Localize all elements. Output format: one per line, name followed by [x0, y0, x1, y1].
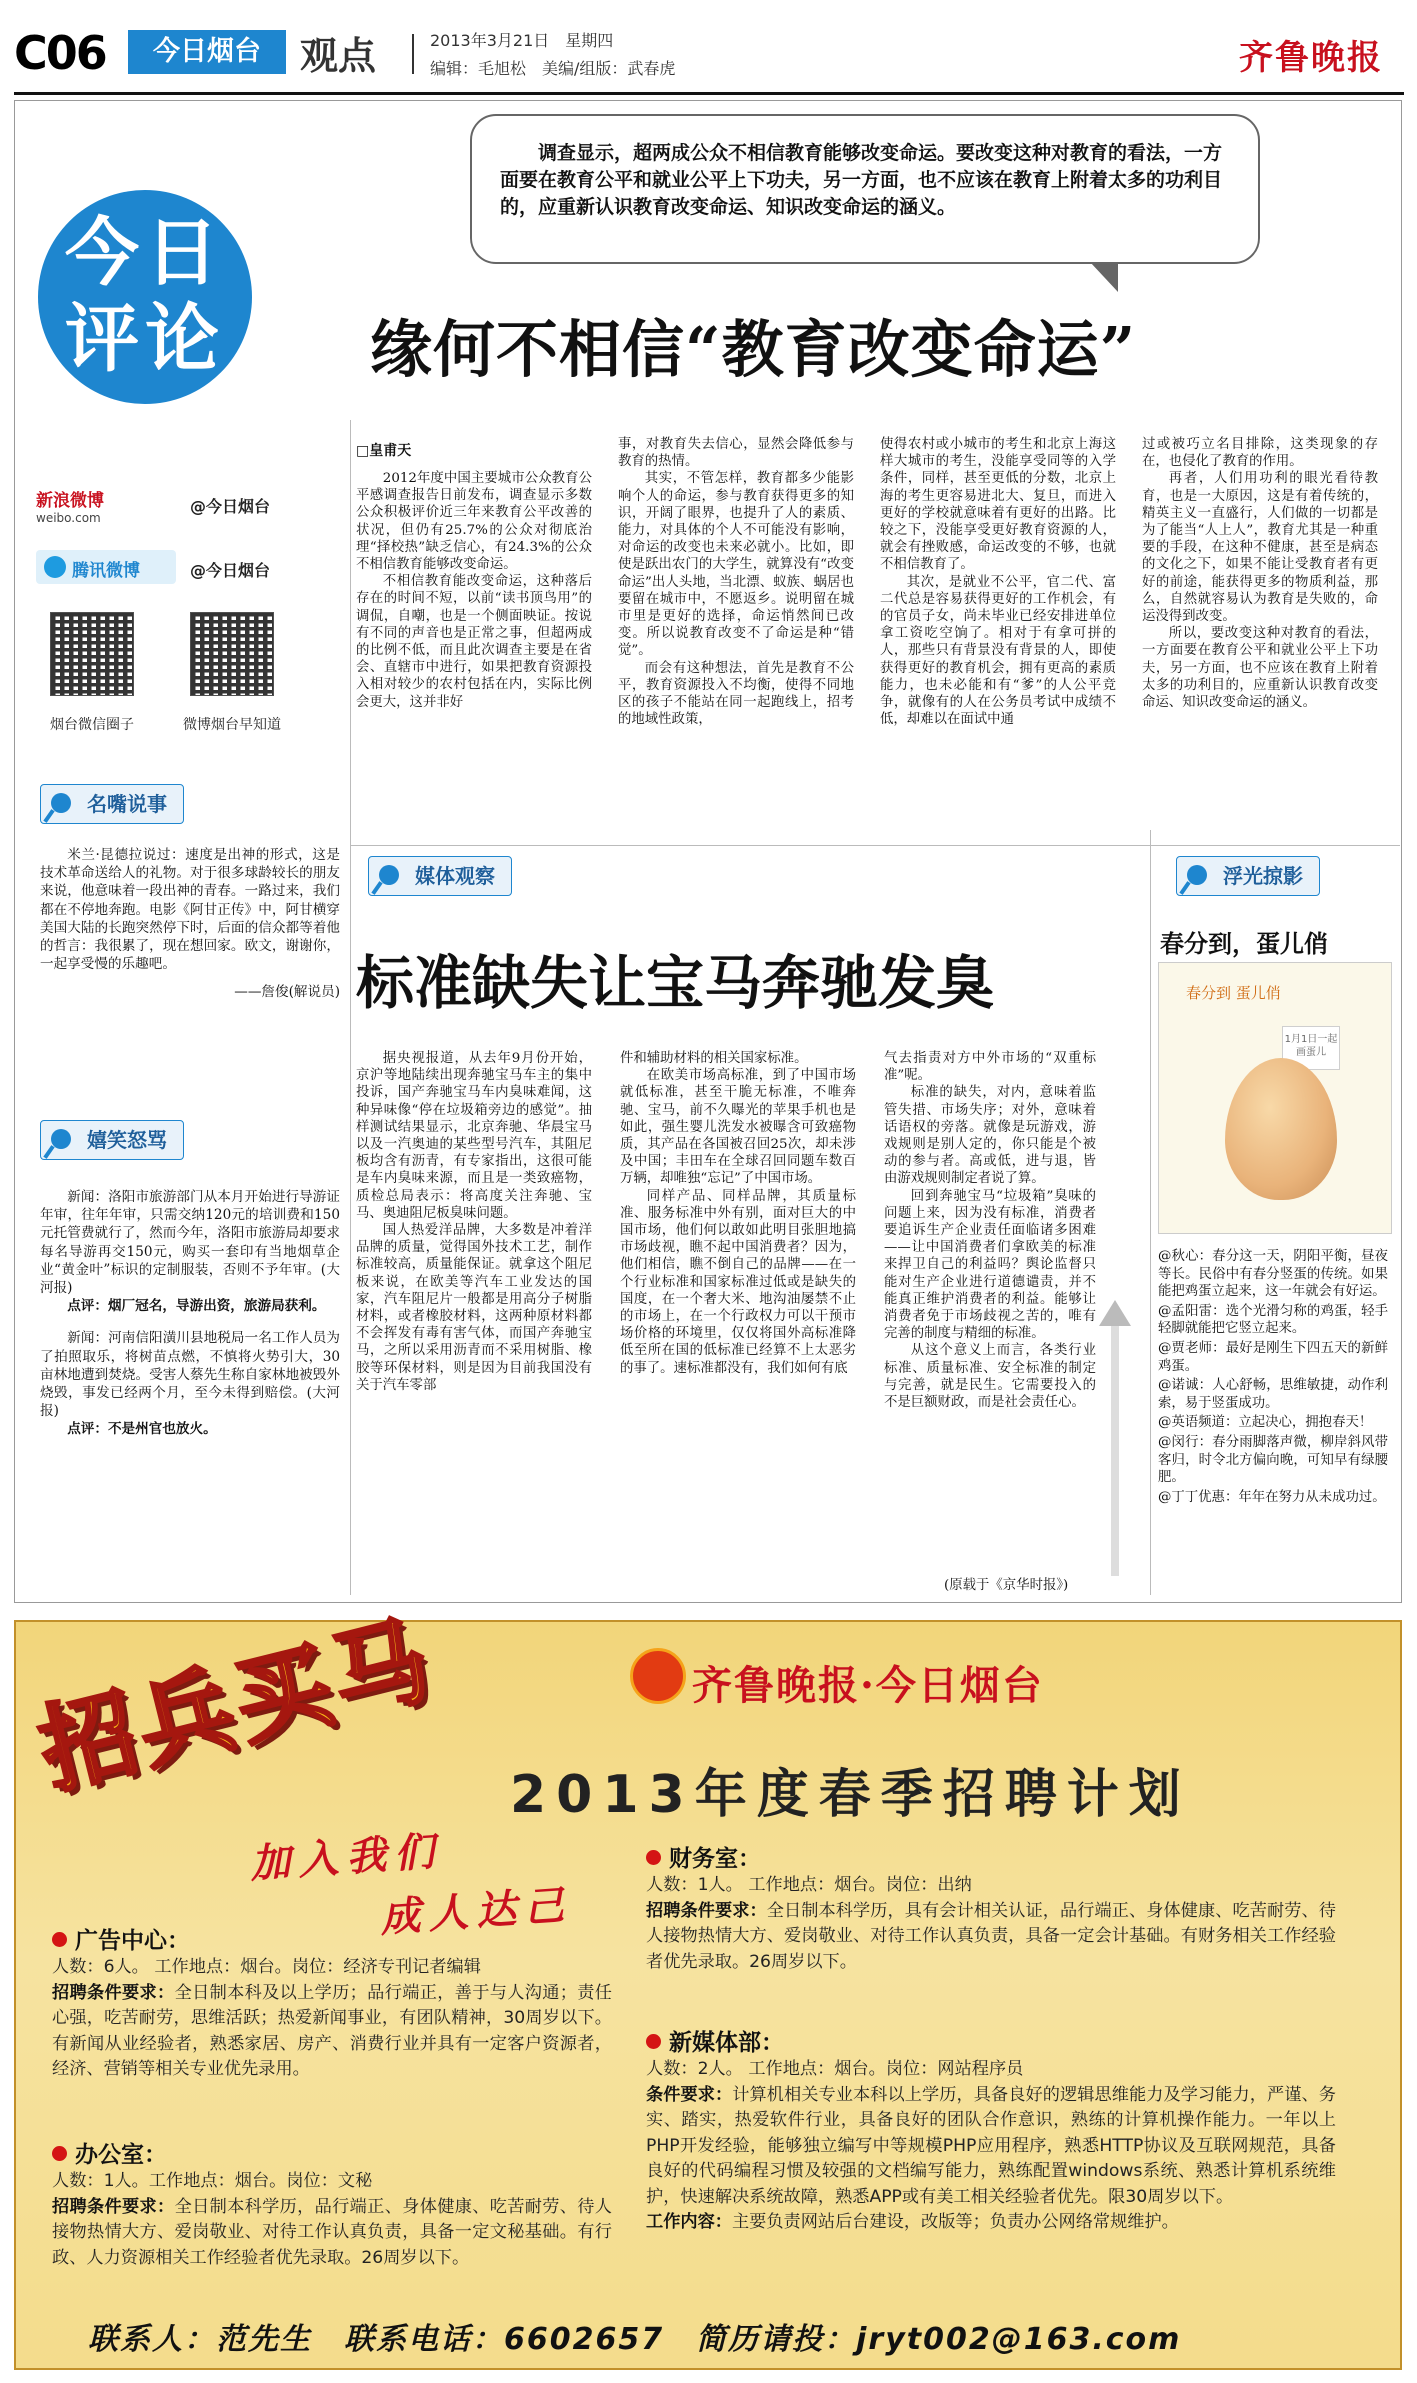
job-requirements — [52, 2195, 612, 2272]
newspaper-logo: 齐鲁晚报 — [1239, 38, 1383, 78]
paragraph: 从这个意义上而言，各类行业标准、质量标准、安全标准的制定与完善，就是民生。它需要投入的不是巨额财政，而是社会责任心。 — [884, 1343, 1096, 1411]
job-requirements — [646, 2083, 1336, 2211]
qr-code-wechat[interactable] — [50, 612, 134, 696]
qr-code-weibo[interactable] — [190, 612, 274, 696]
comment: @丁丁优惠：年年在努力从未成功过。 — [1158, 1489, 1386, 1505]
ad-join-line-2: 成人达己 — [378, 1881, 574, 1942]
req-text: 全日制本科及以上学历；品行端正，善于与人沟通；责任心强，吃苦耐劳，思维活跃；热爱新闻事业，有团队精神，30周岁以下。有新闻从业经验者，熟悉家居、房产、消费行业并具有一定客户资源者，经济、营销等相关专业优先录用。 — [52, 1982, 612, 2079]
req-label: 招聘条件要求： — [52, 2196, 175, 2217]
satire-tag-label: 嬉笑怒骂 — [87, 1128, 167, 1152]
qr-caption-wechat: 烟台微信圈子 — [50, 717, 134, 733]
second-headline: 标准缺失让宝马奔驰发臭 — [356, 949, 995, 1017]
quotes-signature: ——詹俊(解说员) — [234, 984, 340, 1001]
paragraph: 所以，要改变这种对教育的看法，一方面要在教育公平和就业公平上下功夫，另一方面，也不应该在教育上附着太多的功利目的，应重新认识教育改变命运、知识改变命运的涵义。 — [1142, 626, 1378, 711]
weibo-logo[interactable] — [36, 486, 156, 525]
req-label: 招聘条件要求： — [646, 1900, 767, 1921]
photo-label: 春分到 蛋儿俏 — [1186, 984, 1281, 1002]
comment: @秋心：春分这一天，阴阳平衡，昼夜等长。民俗中有春分竖蛋的传统。如果能把鸡蛋立起来，这一年就会有好运。 — [1158, 1249, 1388, 1300]
comment-2: 点评：不是州官也放火。 — [67, 1421, 217, 1438]
quotes-section — [40, 846, 340, 1012]
main-column-1 — [356, 470, 592, 838]
paragraph: 国人热爱洋品牌，大多数是冲着洋品牌的质量，觉得国外技术工艺，制作标准较高，质量能保证。就拿这个阻尼板来说，在欧美等汽车工业发达的国家，汽车阻尼片一般都是用高分子树脂材料，或者橡胶材料，这两种原材料都不会挥发有毒有害气体，而国产奔驰宝马，之所以采用沥青而不采用树脂、橡胶等环保材料，则是因为目前我国没有关于汽车零部 — [356, 1223, 592, 1393]
req-label: 条件要求： — [646, 2084, 733, 2105]
ad-join-line-1: 加入我们 — [248, 1827, 444, 1888]
callout-tail — [1090, 262, 1118, 292]
photo-note: 1月1日一起画蛋儿 — [1282, 1026, 1340, 1070]
quotes-tag-label: 名嘴说事 — [87, 792, 167, 816]
logo-line-1: 今日 — [65, 210, 225, 296]
duties-label: 工作内容： — [646, 2212, 732, 2232]
media-watch-tag — [368, 856, 512, 896]
qr-caption-weibo: 微博烟台早知道 — [183, 717, 281, 733]
comment-1: 点评：烟厂冠名，导游出资，旅游局获利。 — [67, 1298, 326, 1315]
photo-tag — [1176, 856, 1320, 896]
job-finance — [646, 1840, 1336, 1975]
paragraph: 回到奔驰宝马“垃圾箱”臭味的问题上来，因为没有标准，消费者要追诉生产企业责任面临诸多困难——让中国消费者们拿欧美的标准来捍卫自己的利益吗？舆论监督只能对生产企业进行道德谴责，并不能真正维护消费者的利益。能够让消费者免于市场歧视之苦的，唯有完善的制度与精细的标准。 — [884, 1188, 1096, 1342]
article-source: (原载于《京华时报》) — [944, 1578, 1069, 1593]
weibo-url: weibo.com — [36, 511, 101, 525]
microphone-icon — [51, 1129, 71, 1149]
req-text: 全日制本科学历，品行端正、身体健康、吃苦耐劳、待人接物热情大方、爱岗敬业、对待工作认真负责，具备一定文秘基础。有行政、人力资源相关工作经验者优先录取。26周岁以下。 — [52, 2196, 612, 2268]
ad-slogan: 招兵买马 — [28, 1602, 445, 1809]
section-name: 观点 — [300, 34, 377, 78]
paragraph: 其次，是就业不公平，官二代、富二代总是容易获得更好的工作机会，有的官员子女，尚未毕业已经安排进单位拿工资吃空饷了。相对于有拿可拼的人，那些只有背景没有背景的人，即使获得更好的教育机会，拥有更高的素质能力，也未必能和有“爹”的人公平竞争，就像有的人在公务员考试中成绩不低，却难以在面试中通 — [880, 574, 1116, 728]
quotes-text: 米兰·昆德拉说过：速度是出神的形式，这是技术革命送给人的礼物。对于很多球龄较长的朋友来说，他意味着一段出神的青春。一路过来，我们都在不停地奔跑。电影《阿甘正传》中，阿甘横穿美国大陆的长跑突然停下时，后面的信众都等着他的哲言：我很累了，现在想回家。欧文，谢谢你，一起享受慢的乐趣吧。 — [40, 847, 340, 973]
paragraph: 事，对教育失去信心，显然会降低参与教育的热情。 — [618, 437, 854, 470]
main-column-3 — [880, 436, 1116, 838]
photo-divider — [1150, 830, 1151, 1595]
job-requirements — [646, 1899, 1336, 1976]
logo-line-2: 评论 — [65, 296, 225, 382]
issue-date: 2013年3月21日 星期四 — [430, 31, 614, 50]
tencent-logo-text: 腾讯微博 — [72, 561, 140, 581]
main-column-4 — [1142, 436, 1378, 838]
photo-comments — [1158, 1248, 1388, 1508]
weibo-logo-text: 新浪微博 — [36, 491, 104, 511]
header-rule — [14, 92, 1404, 95]
section-divider — [350, 845, 1400, 846]
paragraph: 气去指责对方中外市场的“双重标准”呢。 — [884, 1051, 1096, 1084]
arrow-shaft — [1111, 1326, 1119, 1576]
job-office — [52, 2136, 612, 2271]
paragraph: 标准的缺失，对内，意味着监管失措、市场失序；对外，意味着话语权的旁落。就像是玩游戏，游戏规则是别人定的，你只能是个被动的参与者。高或低，进与退，皆由游戏规则制定者说了算。 — [884, 1085, 1096, 1187]
job-info: 人数：6人。 工作地点：烟台。岗位：经济专刊记者编辑 — [52, 1957, 481, 1977]
ad-brand: 齐鲁晚报·今日烟台 — [692, 1662, 1044, 1709]
tencent-icon — [44, 556, 66, 578]
satire-section — [40, 1188, 340, 1449]
second-column-2 — [620, 1050, 856, 1590]
today-comment-logo — [38, 190, 252, 404]
paragraph: 据央视报道，从去年9月份开始，京沪等地陆续出现奔驰宝马车主的集中投诉，国产奔驰宝马车内臭味难闻，这种异味像“停在垃圾箱旁边的感觉”。抽样测试结果显示，北京奔驰、华晨宝马以及一汽奥迪的某些型号汽车，其阻尼板均含有沥青，有专家指出，这很可能是车内臭味来源，而且是一类致癌物，质检总局表示：将高度关注奔驰、宝马、奥迪阻尼板臭味问题。 — [356, 1051, 592, 1221]
tencent-logo[interactable] — [36, 550, 176, 584]
paragraph: 同样产品、同样品牌，其质量标准、服务标准中外有别，面对巨大的中国市场，他们何以敢如此明目张胆地搞市场歧视，瞧不起中国消费者？因为，他们相信，瞧不倒自己的品牌——在一个行业标准和国家标准过低或是缺失的国度，在一个奢大米、地沟油屡禁不止的市场上，在一个行政权力可以干预市场价格的环境里，仅仅将国外高标准降低至所在国的低标准已经算不上太恶劣的事了。速标准都没有，我们如何有底 — [620, 1188, 856, 1376]
ad-plan-title: 2013年度春季招聘计划 — [510, 1765, 1191, 1825]
job-info: 人数：2人。 工作地点：烟台。岗位：网站程序员 — [646, 2059, 1024, 2079]
paragraph: 使得农村或小城市的考生和北京上海这样大城市的考生，没能享受同等的入学条件，同样，甚至更低的分数，北京上海的考生更容易进北大、复旦，而进入更好的学校就意味着有更好的出路。比较之下，没能享受更好教育资源的人，就会有挫败感，命运改变的不够，也就不相信教育了。 — [880, 437, 1116, 573]
paragraph: 过或被巧立名目排除，这类现象的存在，也侵化了教育的作用。 — [1142, 437, 1378, 470]
comment: @孟阳雷：选个光滑匀称的鸡蛋，轻手轻脚就能把它竖立起来。 — [1158, 1303, 1388, 1337]
arrow-up-icon — [1099, 1300, 1131, 1326]
second-column-1 — [356, 1050, 592, 1590]
byline: □皇甫天 — [356, 443, 412, 459]
photo-title: 春分到，蛋儿俏 — [1160, 929, 1328, 958]
media-watch-label: 媒体观察 — [415, 864, 495, 888]
second-column-3 — [884, 1050, 1096, 1570]
weibo-handle[interactable]: @今日烟台 — [190, 497, 271, 516]
req-text: 计算机相关专业本科以上学历，具备良好的逻辑思维能力及学习能力，严谨、务实、踏实，热爱软件行业，具备良好的团队合作意识，熟练的计算机操作能力。一年以上PHP开发经验，能够独立编写中等规模PHP应用程序，熟悉HTTP协议及互联网规范，具备良好的代码编程习惯及较强的文档编写能力，熟练配置windows系统、熟悉计算机系统维护，快速解决系统故障，熟悉APP或有美工相关经验者优先。限30周岁以下。 — [646, 2084, 1336, 2207]
news-2: 新闻：河南信阳潢川县地税局一名工作人员为了拍照取乐，将树苗点燃，不慎将火势引大，30亩林地遭到焚烧。受害人蔡先生称自家林地被毁外烧毁，事发已经两个月，至今未得到赔偿。(大河报) — [40, 1330, 340, 1420]
quotes-tag — [40, 784, 184, 824]
lead-summary: 调查显示，超两成公众不相信教育能够改变命运。要改变这种对教育的看法，一方面要在教育公平和就业公平上下功夫，另一方面，也不应该在教育上附着太多的功利目的，应重新认识教育改变命运、知识改变命运的涵义。 — [500, 142, 1223, 218]
tencent-handle[interactable]: @今日烟台 — [190, 561, 271, 580]
paragraph: 2012年度中国主要城市公众教育公平感调查报告日前发布，调查显示多数公众积极评价近三年来教育公平改善的状况，但仍有25.7%的公众对彻底治理“择校热”缺乏信心，有24.3%的公众不相信教育能够改变命运。 — [356, 471, 592, 573]
main-column-2 — [618, 436, 854, 838]
comment: @英语频道：立起决心，拥抱春天！ — [1158, 1415, 1373, 1431]
microphone-icon — [379, 865, 399, 885]
job-requirements — [52, 1981, 612, 2083]
paragraph: 其实，不管怎样，教育都多少能影响个人的命运，参与教育获得更多的知识，开阔了眼界，也提升了人的素质、能力，对具体的个人不可能没有影响，对命运的改变也未来必就小。比如，即使是跃出农门的大学生，就算没有“改变命运”出人头地，当北漂、蚁族、蜗居也要留在城市中，不愿返乡。说明留在城市里是更好的选择，命运悄然间已改变。所以说教育改变不了命运是种“错觉”。 — [618, 471, 854, 659]
req-label: 招聘条件要求： — [52, 1982, 175, 2003]
sidebar-divider — [350, 420, 351, 1595]
brand-logo-icon — [630, 1648, 686, 1704]
photo-tag-label: 浮光掠影 — [1223, 864, 1303, 888]
job-info: 人数：1人。 工作地点：烟台。岗位：出纳 — [646, 1875, 972, 1895]
dept-name: 广告中心： — [52, 1922, 612, 1955]
paragraph: 件和辅助材料的相关国家标准。 — [620, 1051, 808, 1066]
dept-name: 新媒体部： — [646, 2024, 1336, 2057]
header-divider — [412, 34, 414, 74]
dept-name: 办公室： — [52, 2136, 612, 2169]
satire-tag — [40, 1120, 184, 1160]
page-number: C06 — [14, 26, 106, 80]
paragraph: 在欧美市场高标准，到了中国市场就低标准，甚至干脆无标准，不唯奔驰、宝马，前不久曝光的苹果手机也是如此，强生婴儿洗发水被曝含可致癌物质，其产品在各国被召回25次，却未涉及中国；丰田车在全球召回同题车数百万辆，却唯独“忘记”了中国市场。 — [620, 1068, 856, 1187]
section-badge: 今日烟台 — [128, 30, 286, 74]
ad-contact[interactable]: 联系人：范先生 联系电话：6602657 简历请投：jryt002@163.com — [88, 2322, 1182, 2357]
job-duties — [646, 2210, 1336, 2236]
job-info: 人数：1人。工作地点：烟台。岗位：文秘 — [52, 2171, 373, 2191]
job-new-media — [646, 2024, 1336, 2236]
microphone-icon — [1187, 865, 1207, 885]
paragraph: 而会有这种想法，首先是教育不公平，教育资源投入不均衡，使得不同地区的孩子不能站在同一起跑线上，招考的地域性政策， — [618, 660, 854, 728]
job-advertising — [52, 1922, 612, 2083]
main-headline: 缘何不相信“教育改变命运” — [370, 313, 1137, 386]
paragraph: 不相信教育能改变命运，这种落后存在的时间不短，以前“读书顶鸟用”的调侃，自嘲，也是一个侧面映证。按说有不同的声音也是正常之事，但超两成的比例不低，而且此次调查主要是在省会、直辖市中进行，如果把教育资源投入相对较少的农村包括在内，实际比例会更大，这并非好 — [356, 574, 592, 710]
microphone-icon — [51, 793, 71, 813]
duties-text: 主要负责网站后台建设，改版等；负责办公网络常规维护。 — [731, 2212, 1179, 2232]
req-text: 全日制本科学历，具有会计相关认证，品行端正、身体健康、吃苦耐劳、待人接物热情大方、爱岗敬业、对待工作认真负责，具备一定会计基础。有财务相关工作经验者优先录取。26周岁以下。 — [646, 1900, 1336, 1972]
news-1: 新闻：洛阳市旅游部门从本月开始进行导游证年审，往年年审，只需交纳120元的培训费和150元托管费就行了，然而今年，洛阳市旅游局却要求每名导游再交150元，购买一套印有当地烟草企业“黄金叶”标识的定制服装，否则不予年审。(大河报) — [40, 1189, 340, 1297]
paragraph: 再者，人们用功利的眼光看待教育，也是一大原因，这是有着传统的，精英主义一直盛行，人们做的一切都是为了能当“人上人”，教育尤其是一种重要的手段，在这种不健康，甚至是病态的文化之下，如果不能让受教育者有更好的前途，能获得更多的物质利益，那么，自然就容易认为教育是失败的，命运没得到改变。 — [1142, 471, 1378, 625]
editor-credits: 编辑：毛旭松 美编/组版：武春虎 — [430, 59, 676, 78]
comment: @闵行：春分雨脚落声微，柳岸斜风带客归，时令北方偏向晚，可知早有绿腰肥。 — [1158, 1434, 1388, 1486]
comment: @贾老师：最好是刚生下四五天的新鲜鸡蛋。 — [1158, 1340, 1388, 1374]
dept-name: 财务室： — [646, 1840, 1336, 1873]
comment: @诺诚：人心舒畅，思维敏捷，动作利索，易于竖蛋成功。 — [1158, 1378, 1388, 1411]
